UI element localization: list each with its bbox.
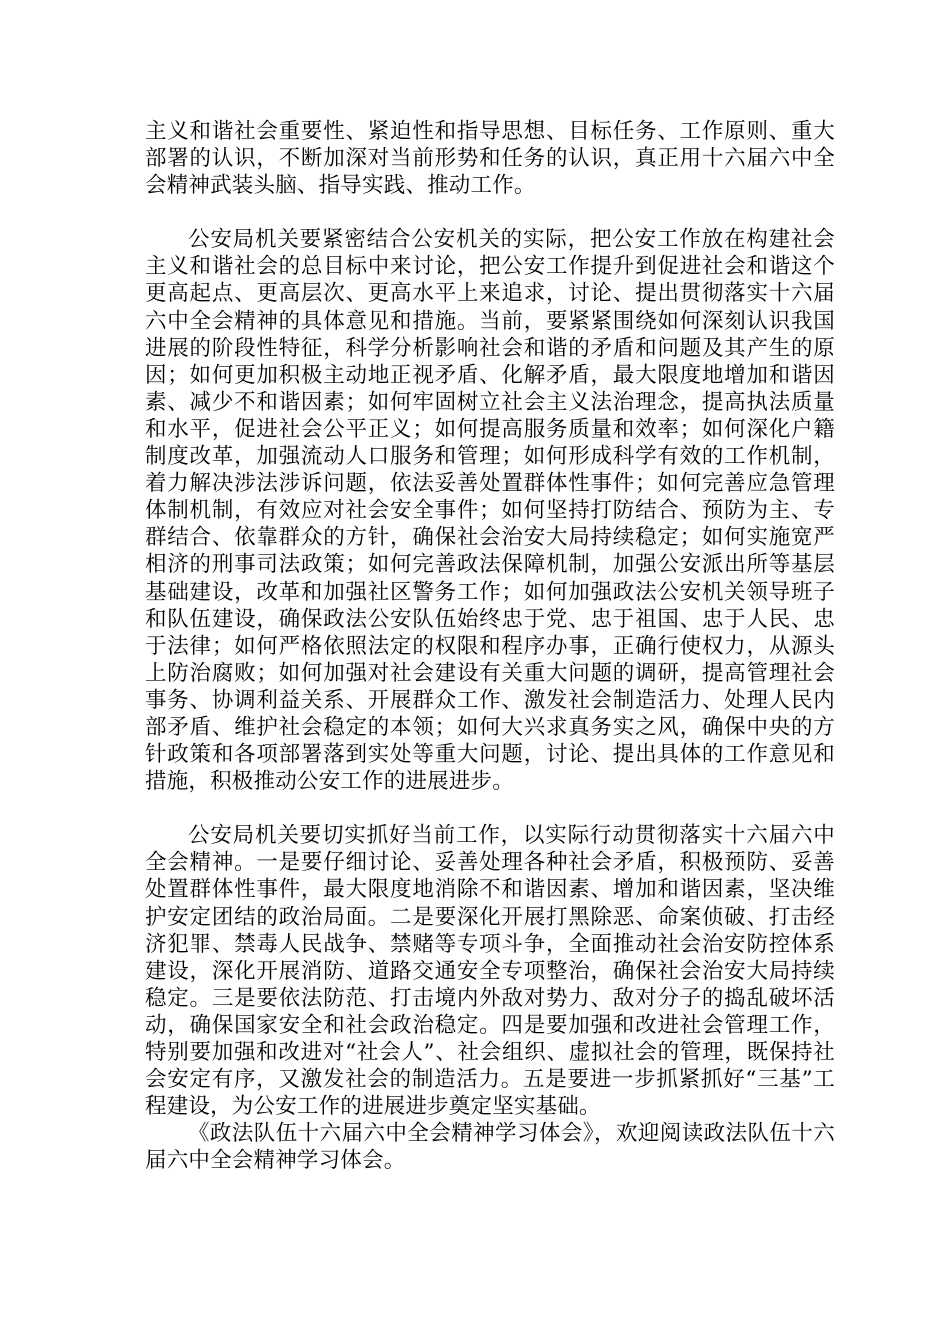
paragraph-current-work: 公安局机关要切实抓好当前工作，以实际行动贯彻落实十六届六中全会精神。一是要仔细讨论、妥善处理各种社会矛盾，积极预防、妥善处置群体性事件，最大限度地消除不和谐因素、增加和谐因素，坚决维护安定团结的政治局面。二是要深化开展打黑除恶、命案侦破、打击经济犯罪、禁毒人民战争、禁赌等专项斗争，全面推动社会治安防控体系建设，深化开展消防、道路交通安全专项整治，确保社会治安大局持续稳定。三是要依法防范、打击境内外敌对势力、敌对分子的捣乱破坏活动，确保国家安全和社会政治稳定。四是要加强和改进社会管理工作，特别要加强和改进对“社会人”、社会组织、虚拟社会的管理，既保持社会安定有序，又激发社会的制造活力。五是要进一步抓紧抓好“三基”工程建设，为公安工作的进展进步奠定坚实基础。 (145, 823, 835, 1120)
paragraph-continuation: 主义和谐社会重要性、紧迫性和指导思想、目标任务、工作原则、重大部署的认识，不断加深对当前形势和任务的认识，真正用十六届六中全会精神武装头脑、指导实践、推动工作。 (145, 119, 835, 199)
paragraph-closing-note: 《政法队伍十六届六中全会精神学习体会》，欢迎阅读政法队伍十六届六中全会精神学习体会。 (145, 1121, 835, 1174)
paragraph-discussion-topics: 公安局机关要紧密结合公安机关的实际，把公安工作放在构建社会主义和谐社会的总目标中来讨论，把公安工作提升到促进社会和谐这个更高起点、更高层次、更高水平上来追求，讨论、提出贯彻落实十六届六中全会精神的具体意见和措施。当前，要紧紧围绕如何深刻认识我国进展的阶段性特征，科学分析影响社会和谐的矛盾和问题及其产生的原因；如何更加积极主动地正视矛盾、化解矛盾，最大限度地增加和谐因素、减少不和谐因素；如何牢固树立社会主义法治理念，提高执法质量和水平，促进社会公平正义；如何提高服务质量和效率；如何深化户籍制度改革，加强流动人口服务和管理；如何形成科学有效的工作机制，着力解决涉法涉诉问题，依法妥善处置群体性事件；如何完善应急管理体制机制，有效应对社会安全事件；如何坚持打防结合、预防为主、专群结合、依靠群众的方针，确保社会治安大局持续稳定；如何实施宽严相济的刑事司法政策；如何完善政法保障机制，加强公安派出所等基层基础建设，改革和加强社区警务工作；如何加强政法公安机关领导班子和队伍建设，确保政法公安队伍始终忠于党、忠于祖国、忠于人民、忠于法律；如何严格依照法定的权限和程序办事，正确行使权力，从源头上防治腐败；如何加强对社会建设有关重大问题的调研，提高管理社会事务、协调利益关系、开展群众工作、激发社会制造活力、处理人民内部矛盾、维护社会稳定的本领；如何大兴求真务实之风，确保中央的方针政策和各项部署落到实处等重大问题，讨论、提出具体的工作意见和措施，积极推动公安工作的进展进步。 (145, 227, 835, 795)
document-body (145, 118, 835, 1174)
